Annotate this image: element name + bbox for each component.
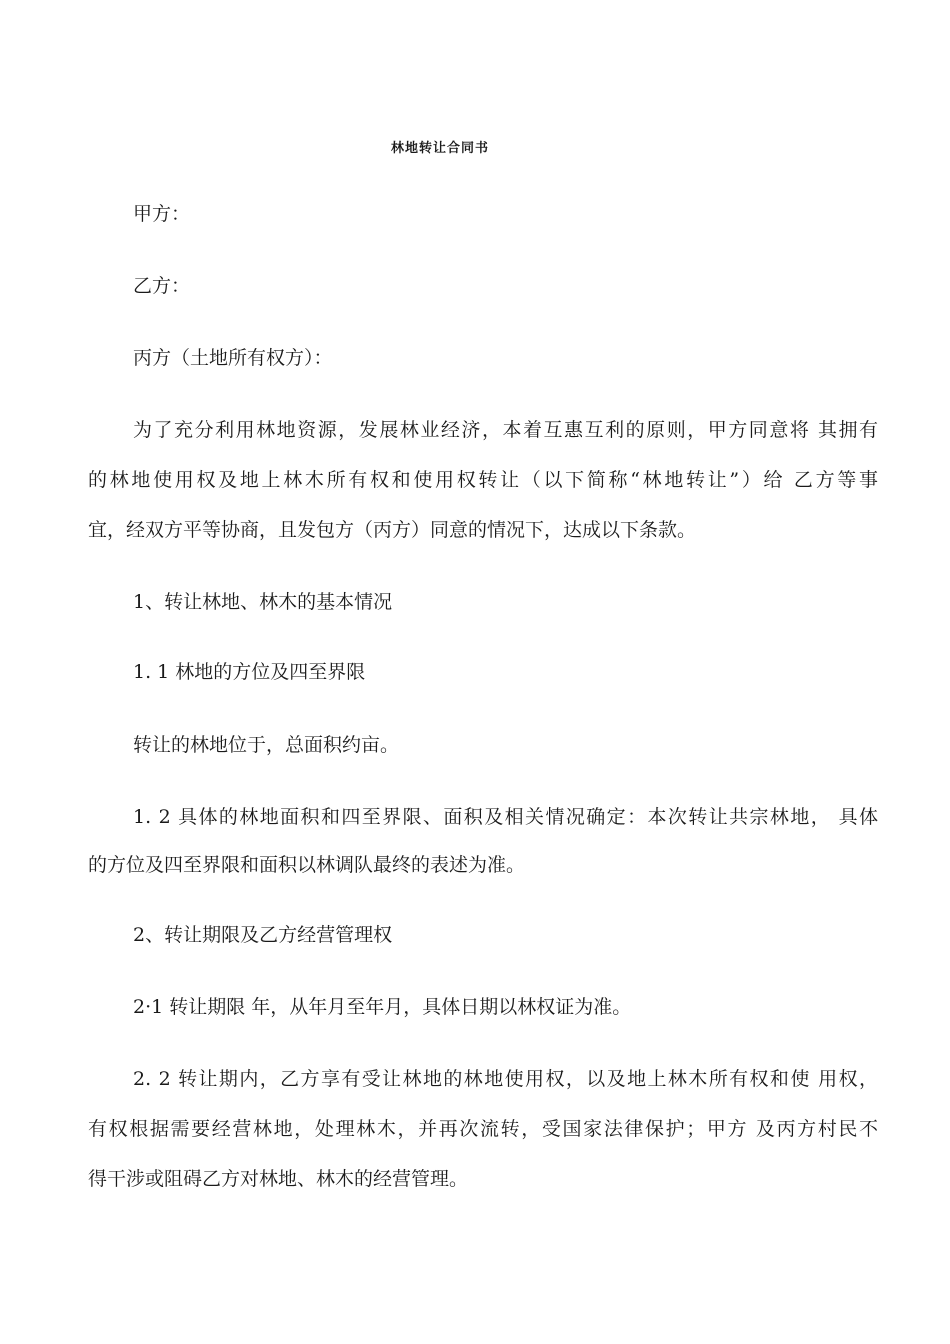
- clause-1-2-line-1: 1. 2 具体的林地面积和四至界限、面积及相关情况确定：本次转让共宗林地， 具体: [133, 806, 878, 828]
- clause-2-2-line-2: 有权根据需要经营林地，处理林木，并再次流转，受国家法律保护；甲方 及丙方村民不: [88, 1118, 878, 1140]
- intro-line-1: 为了充分利用林地资源，发展林业经济，本着互惠互利的原则，甲方同意将 其拥有: [133, 419, 878, 441]
- clause-1-1-heading: 1. 1 林地的方位及四至界限: [133, 661, 366, 683]
- party-c-label: 丙方（土地所有权方）：: [133, 347, 333, 369]
- clause-2-1: 2·1 转让期限 年，从年月至年月，具体日期以林权证为准。: [133, 996, 632, 1018]
- party-a-label: 甲方：: [133, 203, 191, 225]
- clause-1-2-line-2: 的方位及四至界限和面积以林调队最终的表述为准。: [88, 854, 526, 876]
- clause-1-1-body: 转让的林地位于，总面积约亩。: [133, 734, 400, 756]
- section2-heading: 2、转让期限及乙方经营管理权: [133, 924, 393, 946]
- party-b-label: 乙方：: [133, 275, 191, 297]
- section1-heading: 1、转让林地、林木的基本情况: [133, 591, 393, 613]
- clause-2-2-line-1: 2. 2 转让期内，乙方享有受让林地的林地使用权，以及地上林木所有权和使 用权，: [133, 1068, 878, 1090]
- intro-line-2: 的林地使用权及地上林木所有权和使用权转让（以下简称“林地转让”）给 乙方等事: [88, 469, 878, 491]
- intro-line-3: 宜，经双方平等协商，且发包方（丙方）同意的情况下，达成以下条款。: [88, 519, 697, 541]
- clause-2-2-line-3: 得干涉或阻碍乙方对林地、林木的经营管理。: [88, 1168, 469, 1190]
- document-title: 林地转让合同书: [390, 141, 489, 156]
